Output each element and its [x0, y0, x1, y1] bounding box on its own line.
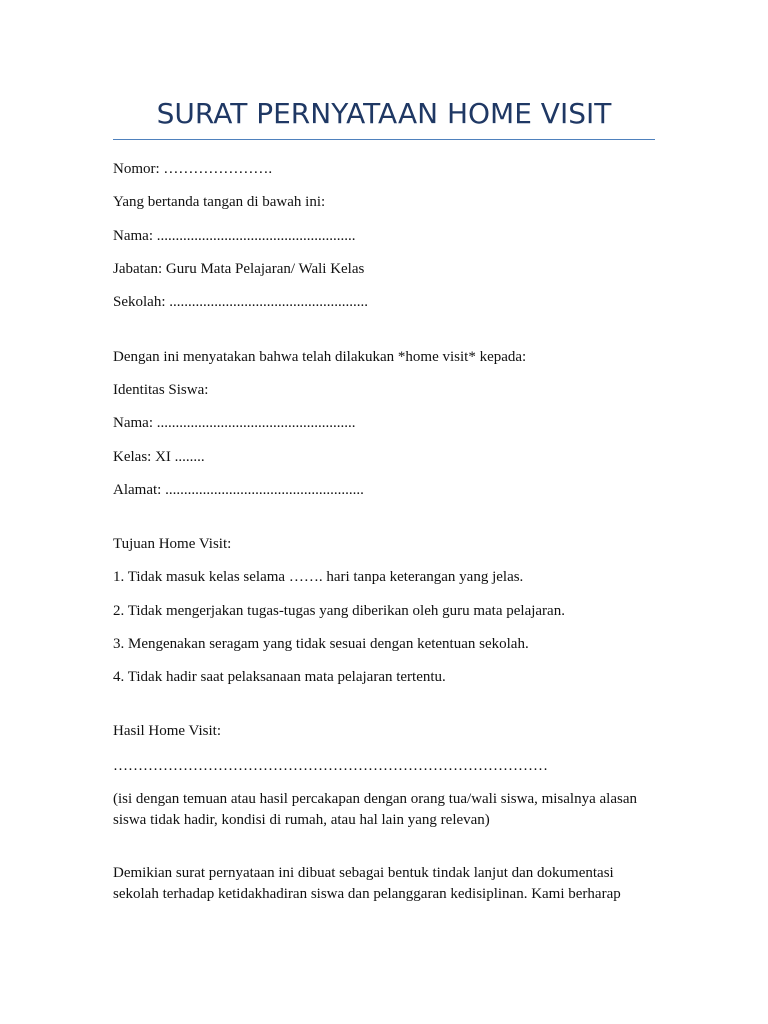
purpose-item-1: 1. Tidak masuk kelas selama ……. hari tanpa keterangan yang jelas.	[113, 569, 524, 585]
document-title: SURAT PERNYATAAN HOME VISIT	[156, 97, 612, 130]
purpose-heading: Tujuan Home Visit:	[113, 536, 232, 552]
statement-line: Dengan ini menyatakan bahwa telah dilakukan *home visit* kepada:	[113, 349, 527, 365]
class-line: Kelas: XI ........	[113, 449, 205, 465]
purpose-item-4: 4. Tidak hadir saat pelaksanaan mata pelajaran tertentu.	[113, 669, 446, 685]
intro-line: Yang bertanda tangan di bawah ini:	[113, 194, 326, 210]
address-line: Alamat: .....................................................	[113, 482, 364, 498]
teacher-name-line: Nama: .....................................................	[113, 228, 356, 244]
position-line: Jabatan: Guru Mata Pelajaran/ Wali Kelas	[113, 261, 365, 277]
student-name-line: Nama: .....................................................	[113, 415, 356, 431]
school-line: Sekolah: .....................................................	[113, 294, 368, 310]
purpose-item-2: 2. Tidak mengerjakan tugas-tugas yang diberikan oleh guru mata pelajaran.	[113, 603, 565, 619]
nomor-line: Nomor: ………………….	[113, 161, 273, 177]
result-heading: Hasil Home Visit:	[113, 723, 221, 739]
purpose-item-3: 3. Mengenakan seragam yang tidak sesuai dengan ketentuan sekolah.	[113, 636, 529, 652]
result-note: (isi dengan temuan atau hasil percakapan dengan orang tua/wali siswa, misalnya alasan siswa tidak hadir, kondisi di rumah, atau hal lain yang relevan)	[113, 791, 637, 828]
closing-paragraph: Demikian surat pernyataan ini dibuat sebagai bentuk tindak lanjut dan dokumentasi sekolah terhadap ketidakhadiran siswa dan pelanggaran kedisiplinan. Kami berharap	[113, 865, 621, 902]
title-underline	[113, 139, 655, 140]
student-identity-heading: Identitas Siswa:	[113, 382, 209, 398]
result-dotted-line: ……………………………………………………………………………	[113, 758, 548, 774]
